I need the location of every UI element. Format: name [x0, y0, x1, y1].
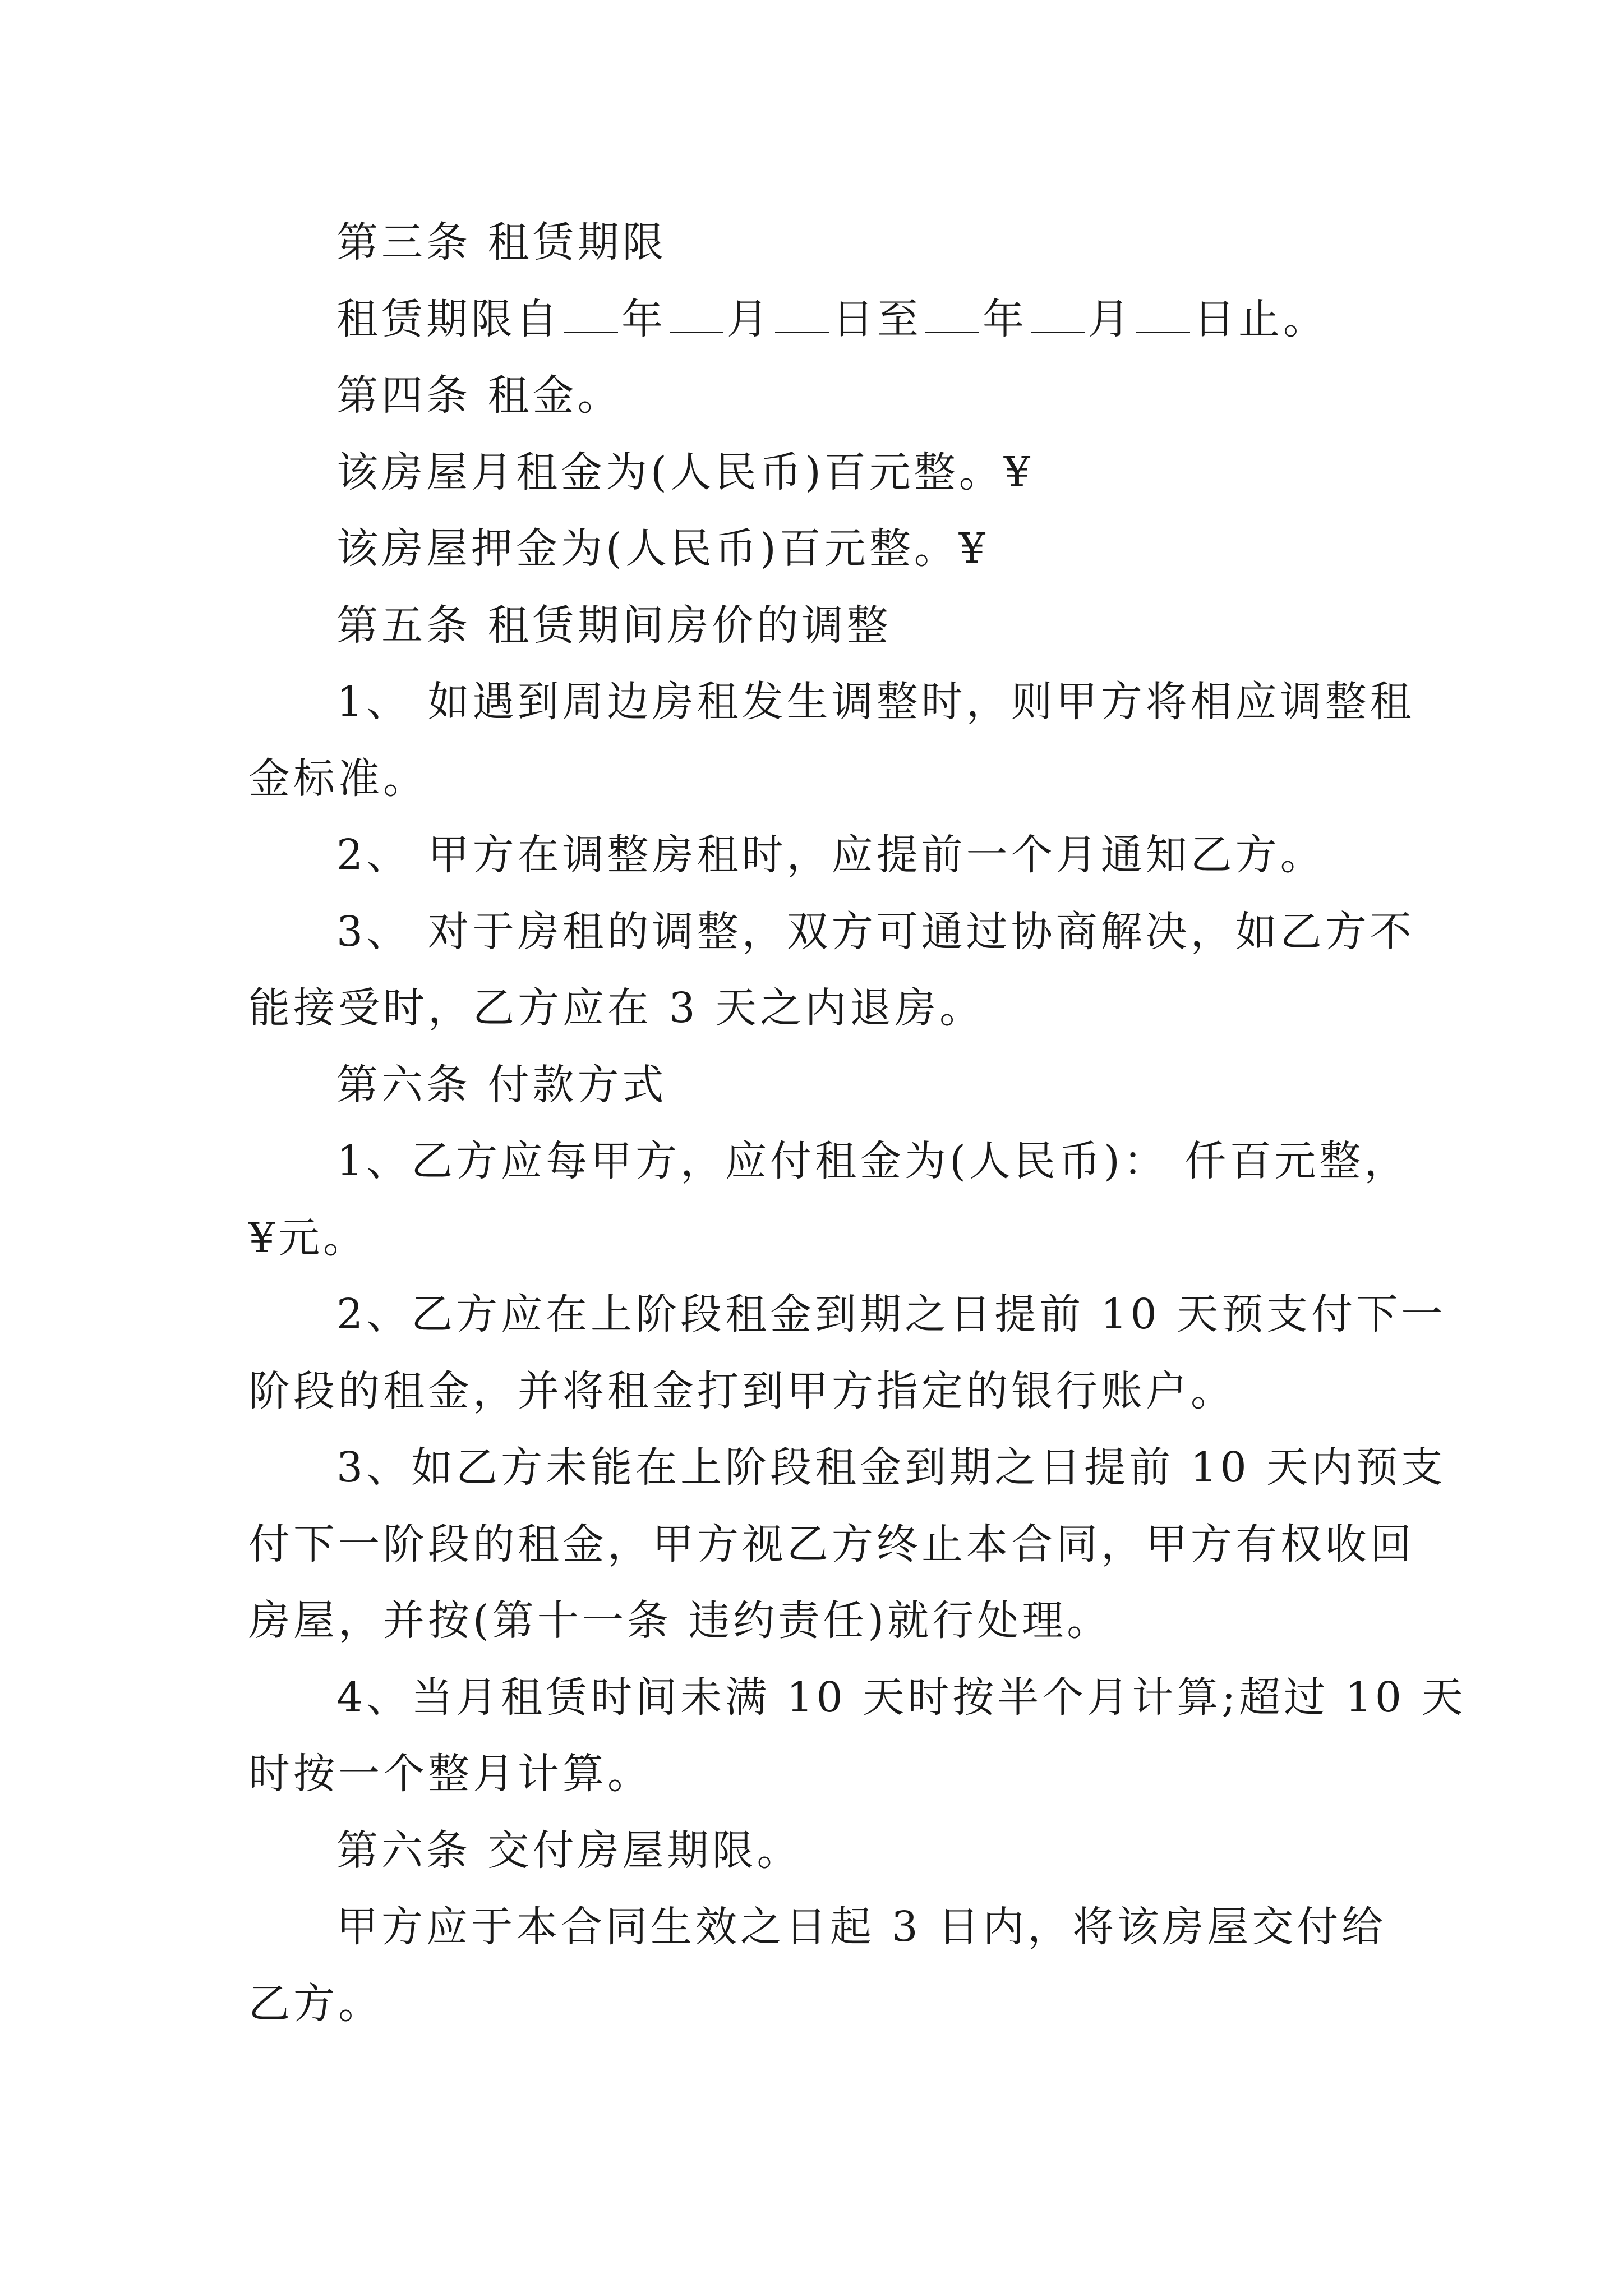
delivery-article-title: 第六条 交付房屋期限。 [336, 1826, 802, 1875]
art6-item3-line2: 付下一阶段的租金，甲方视乙方终止本合同，甲方有权收回 [248, 1520, 1415, 1568]
art5-item2: 2、 甲方在调整房租时，应提前一个月通知乙方。 [336, 831, 1325, 879]
art5-item3-line2: 能接受时，乙方应在 3 天之内退房。 [248, 984, 985, 1032]
art6-item3-line1: 3、如乙方未能在上阶段租金到期之日提前 10 天内预支 [336, 1443, 1446, 1492]
art6-item4-line2: 时按一个整月计算。 [248, 1750, 652, 1798]
art6-item1-line1: 1、乙方应每甲方，应付租金为(人民币)： 仟百元整， [336, 1137, 1409, 1185]
art5-item1-line1: 1、 如遇到周边房租发生调整时，则甲方将相应调整租 [336, 678, 1415, 726]
art6-item4-line1: 4、当月租赁时间未满 10 天时按半个月计算;超过 10 天 [336, 1673, 1467, 1722]
start-year-label: 年 [621, 295, 666, 343]
start-day-label: 日至 [832, 295, 922, 343]
end-year-label: 年 [983, 295, 1027, 343]
document-body [248, 204, 1467, 2042]
delivery-text-line2: 乙方。 [248, 1979, 383, 2028]
end-year-blank [925, 298, 979, 333]
article-5-title: 第五条 租赁期间房价的调整 [336, 601, 892, 650]
art5-item3-line1: 3、 对于房租的调整，双方可通过协商解决，如乙方不 [336, 907, 1415, 956]
start-day-blank [775, 298, 829, 333]
article-6-title: 第六条 付款方式 [336, 1060, 667, 1109]
art5-item1-line2: 金标准。 [248, 754, 428, 803]
end-day-blank [1136, 298, 1190, 333]
art6-item2-line1: 2、乙方应在上阶段租金到期之日提前 10 天预支付下一 [336, 1290, 1446, 1338]
lease-term-line [248, 281, 1381, 358]
start-month-label: 月 [727, 295, 772, 343]
article-4-title: 第四条 租金。 [336, 371, 623, 420]
deposit-line: 该房屋押金为(人民币)百元整。¥ [336, 524, 989, 573]
art6-item1-line2: ¥元。 [248, 1213, 368, 1262]
start-year-blank [564, 298, 618, 333]
art6-item3-line3: 房屋，并按(第十一条 违约责任)就行处理。 [248, 1596, 1112, 1645]
start-month-blank [670, 298, 723, 333]
end-day-label: 日止。 [1193, 295, 1328, 343]
monthly-rent-line: 该房屋月租金为(人民币)百元整。¥ [336, 448, 1034, 496]
delivery-text-line1: 甲方应于本合同生效之日起 3 日内，将该房屋交付给 [336, 1903, 1387, 1951]
art6-item2-line2: 阶段的租金，并将租金打到甲方指定的银行账户。 [248, 1366, 1235, 1415]
article-3-title: 第三条 租赁期限 [336, 218, 667, 266]
lease-term-prefix: 租赁期限自 [336, 295, 561, 343]
end-month-blank [1031, 298, 1085, 333]
end-month-label: 月 [1088, 295, 1133, 343]
